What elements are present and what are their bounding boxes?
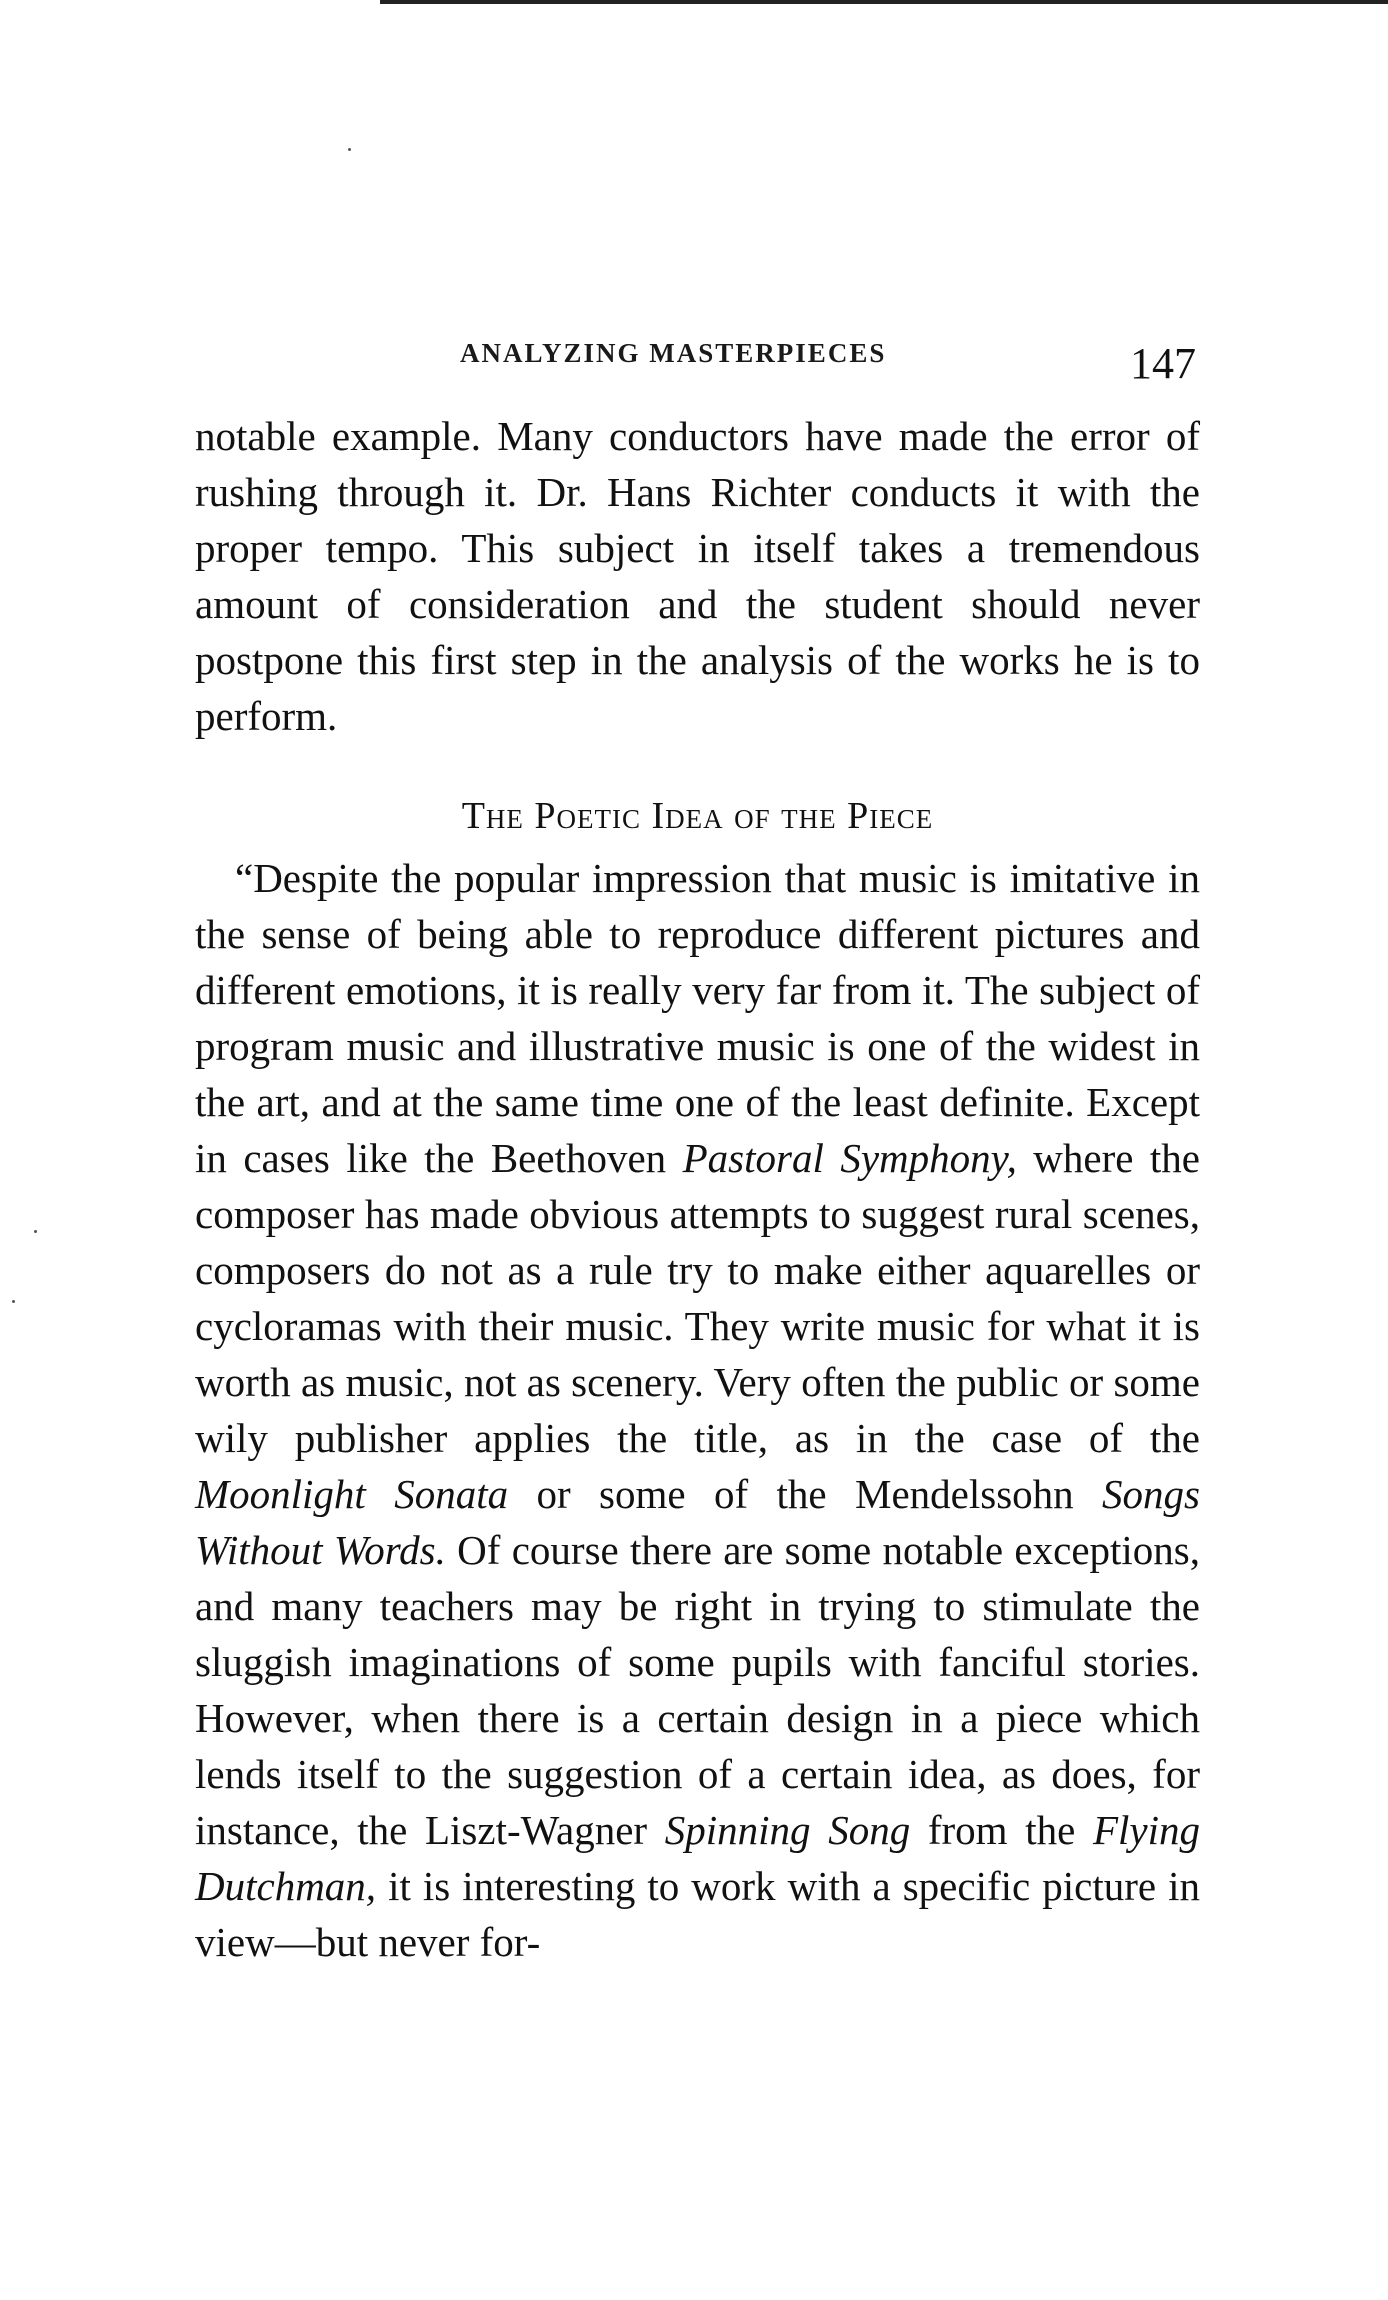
paper-speck [34,1230,37,1233]
paragraph-quotation [195,850,1200,1970]
paper-speck [348,148,351,151]
page-number: 147 [1130,339,1196,388]
running-head: ANALYZING MASTERPIECES [460,338,887,368]
quote-text-5: from the [910,1807,1093,1853]
quote-text-2: where the composer has made obvious attempts to suggest rural scenes, composers do not as a rule try to make either aquarelles or cycloramas with their music. They write music for what it is worth as music, not as scenery. Very often the public or some wily publisher applies the title, as in the case of the [195,1135,1201,1461]
italic-title-flying-dutchman: Flying Dutchman, [195,1807,1200,1909]
quote-text-1: “Despite the popular impression that music is imitative in the sense of being able to reproduce different pictures and different emotions, it is really very far from it. The subject of program music and illustrative music is one of the widest in the art, and at the same time one of the least definite. Except in cases like the Beethoven [195,855,1200,1181]
italic-title-pastoral-symphony: Pastoral Symphony, [682,1135,1017,1181]
top-edge-rule [380,0,1388,4]
paragraph-continuation: notable example. Many conductors have made the error of rushing through it. Dr. Hans Richter conducts it with the proper tempo. This subject in itself takes a tremendous amount of consideration and the student should never postpone this first step in the analysis of the works he is to perform. [195,413,1200,739]
quote-text-4: Of course there are some notable exceptions, and many teachers may be right in trying to stimulate the sluggish imaginations of some pupils with fanciful stories. However, when there is a certain design in a piece which lends itself to the suggestion of a certain idea, as does, for instance, the Liszt-Wagner [195,1527,1200,1853]
italic-title-moonlight-sonata: Moonlight Sonata [195,1471,509,1517]
body-text [195,408,1200,1970]
section-heading: The Poetic Idea of the Piece [461,795,934,837]
italic-title-songs-without-words: Songs Without Words. [195,1471,1201,1573]
quote-text-3: or some of the Mendelssohn [508,1471,1103,1517]
paper-speck [12,1300,15,1303]
quote-text-6: it is interesting to work with a specific picture in view—but never for- [195,1863,1200,1965]
italic-title-spinning-song: Spinning Song [664,1807,911,1853]
